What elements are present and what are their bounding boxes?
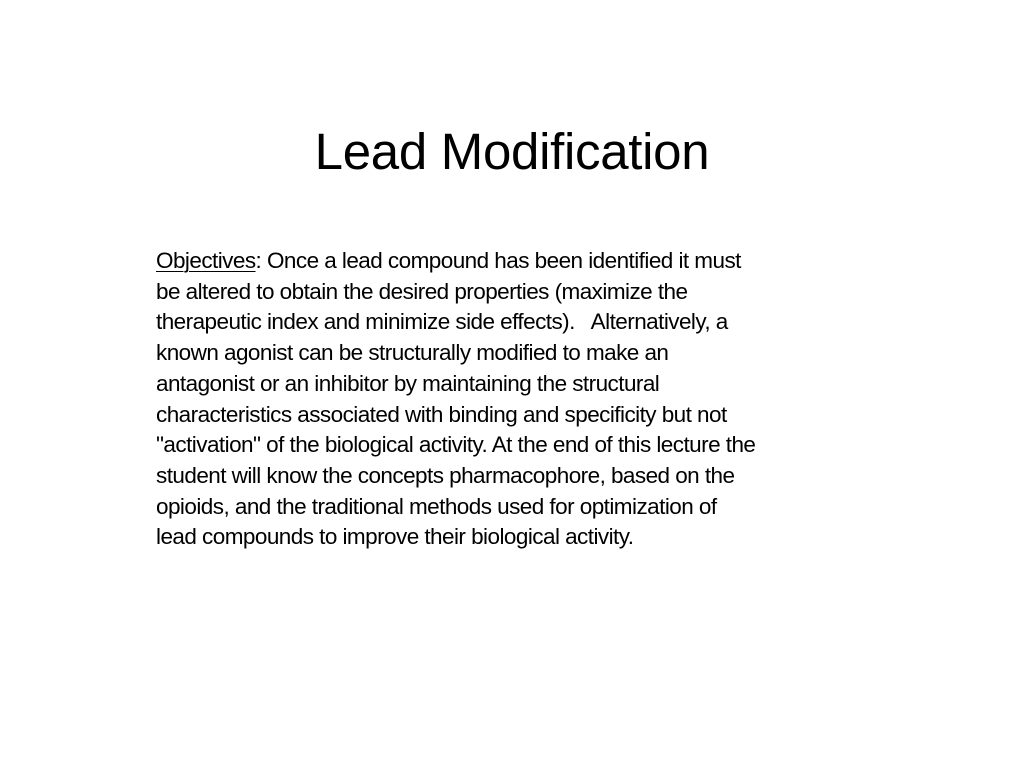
body-line [156,246,916,277]
body-line-text: : Once a lead compound has been identified it must [255,248,741,273]
objectives-label: Objectives [156,248,256,273]
body-line: known agonist can be structurally modified to make an [156,340,669,366]
body-line: characteristics associated with binding and specificity but not [156,401,727,427]
body-line: student will know the concepts pharmacophore, based on the [156,462,735,488]
body-line: therapeutic index and minimize side effects). Alternatively, a [156,309,728,335]
slide-title: Lead Modification [314,123,710,180]
objectives-paragraph [156,246,916,553]
body-line: antagonist or an inhibitor by maintaining the structural [156,370,660,396]
body-line: lead compounds to improve their biological activity. [156,524,634,550]
body-line: "activation" of the biological activity. At the end of this lecture the [156,432,756,458]
body-line: be altered to obtain the desired properties (maximize the [156,278,688,304]
body-line: opioids, and the traditional methods used for optimization of [156,493,717,519]
